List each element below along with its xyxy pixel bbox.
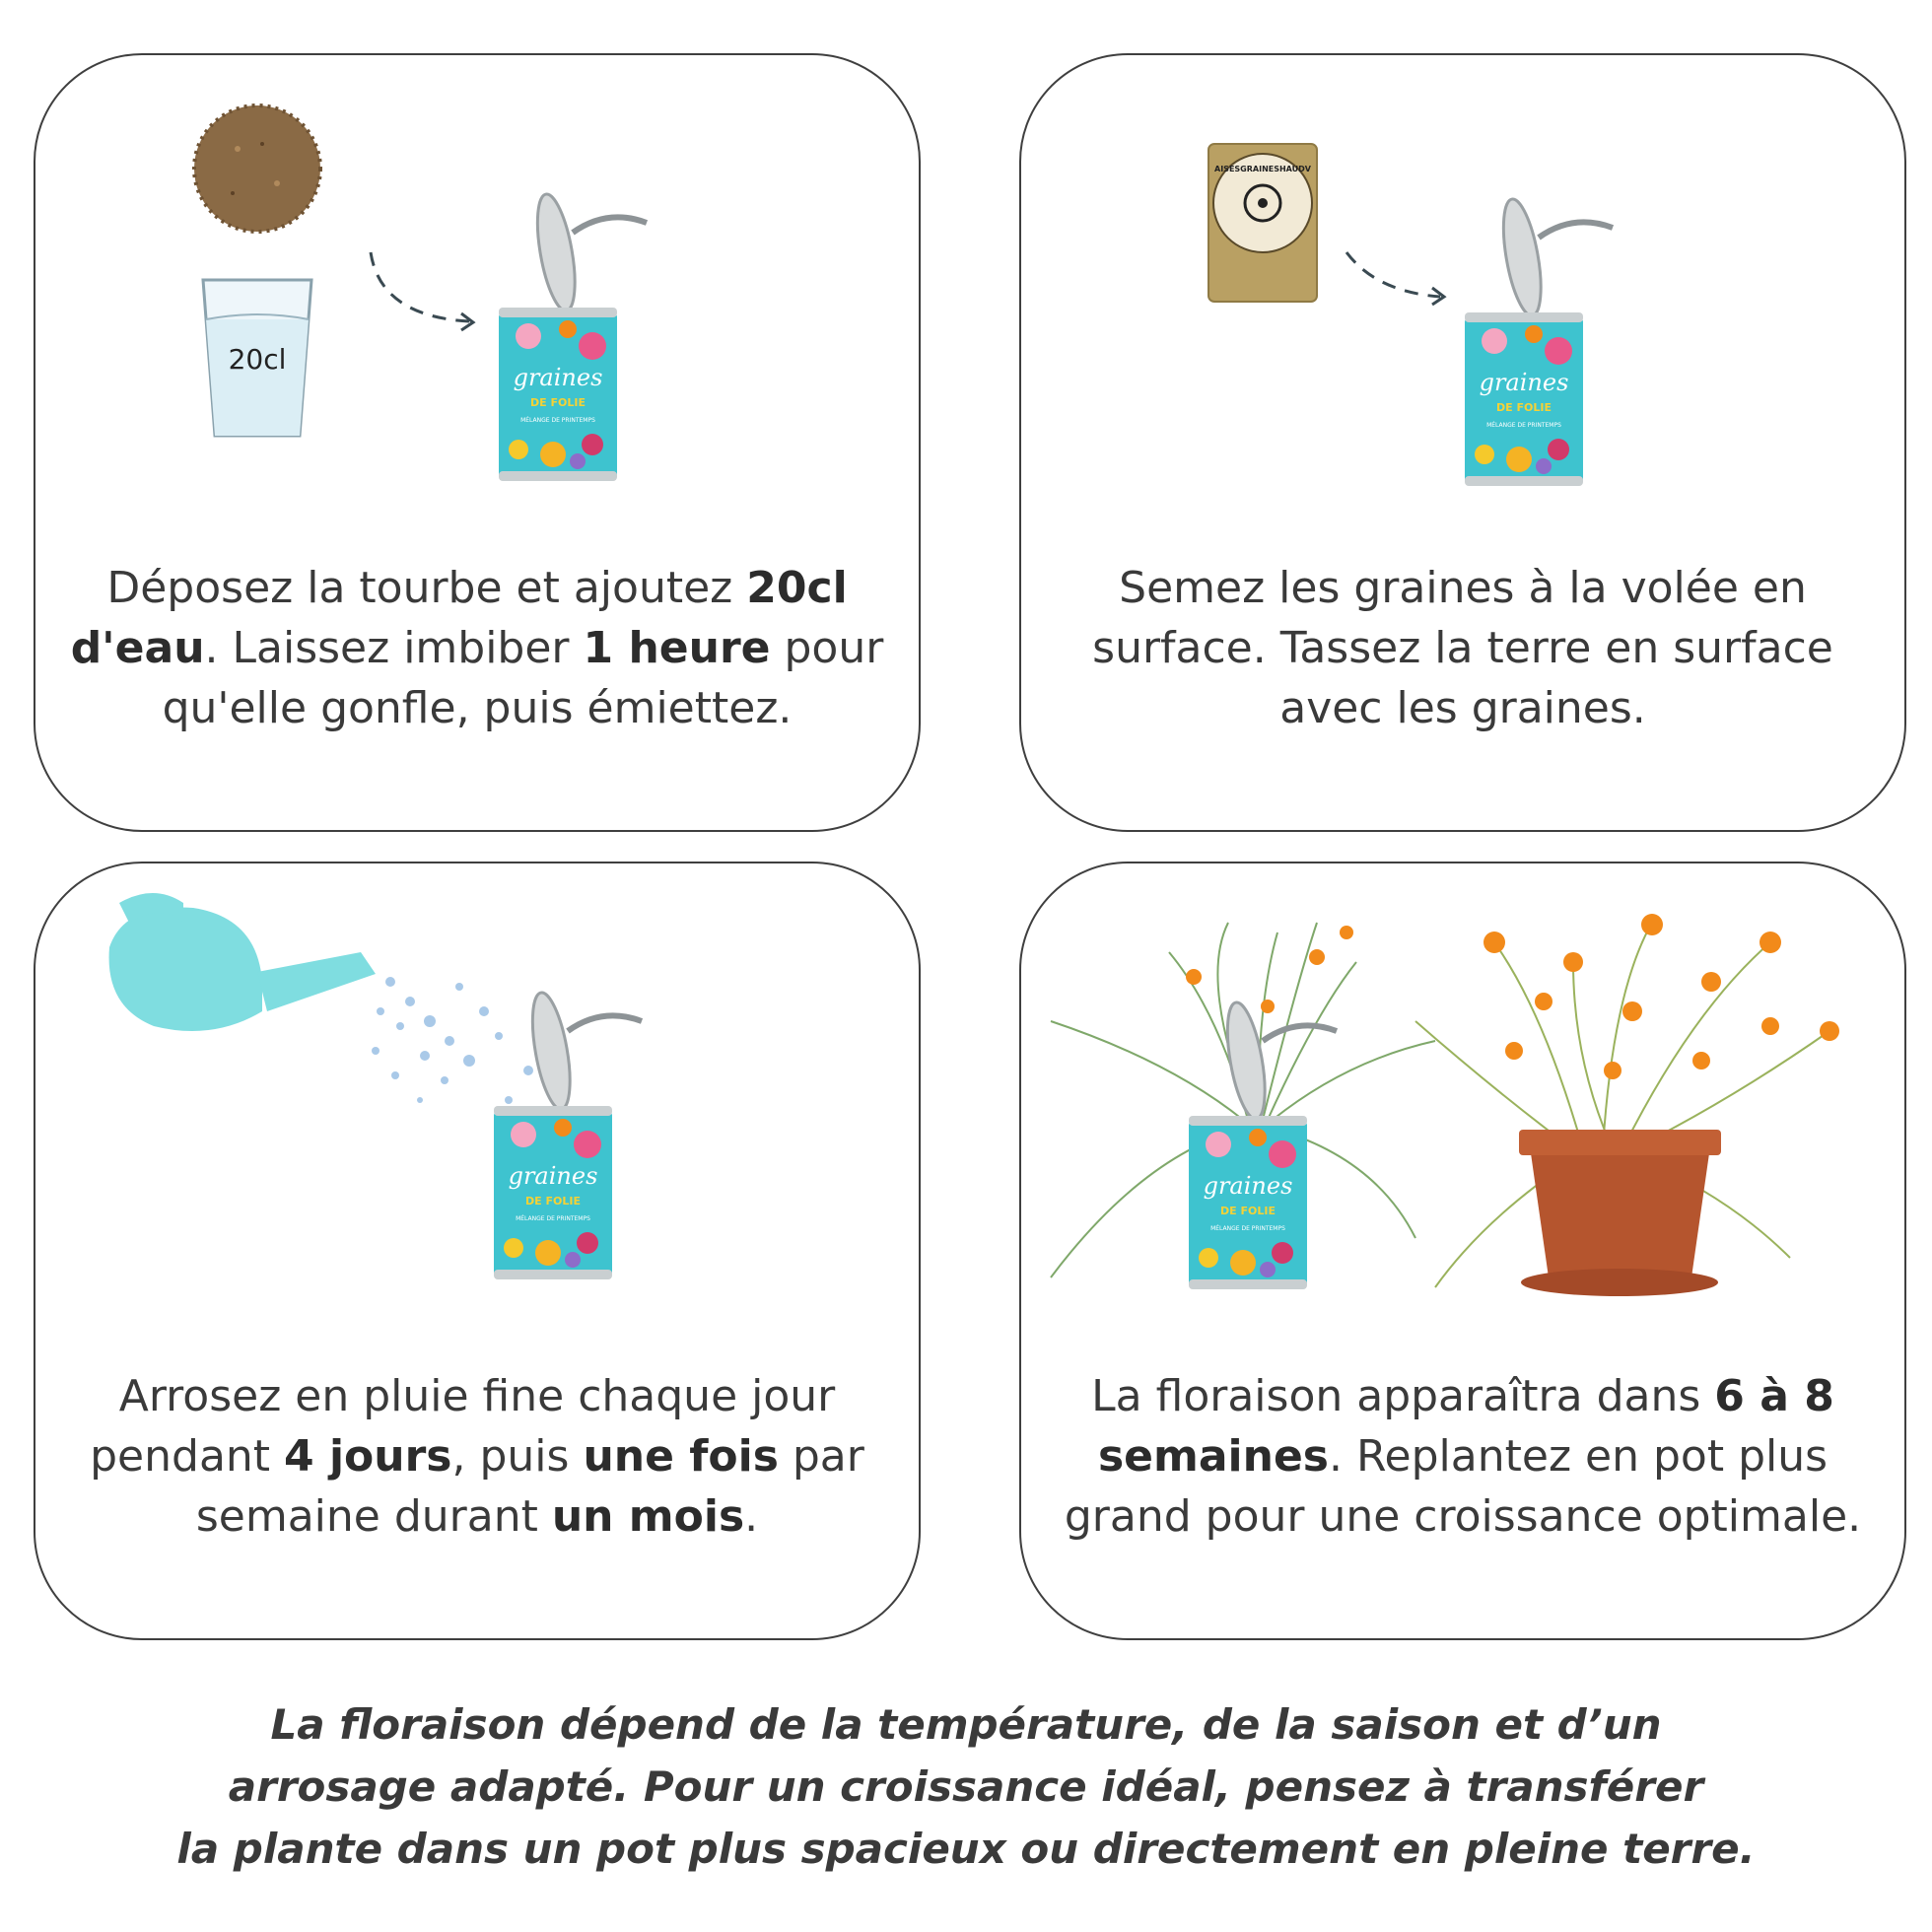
- step-3-caption: Arrosez en pluie fine chaque jour pendant 4 jours, puis une fois par semaine durant un mois.: [90, 1371, 864, 1542]
- seed-can-icon: [1465, 196, 1613, 486]
- step-4-caption: La floraison apparaîtra dans 6 à 8 semaines. Replantez en pot plus grand pour une croissance optimale.: [1064, 1371, 1862, 1542]
- watering-can-icon: [109, 893, 376, 1031]
- terracotta-pot-icon: [1519, 1130, 1721, 1296]
- step-2-caption: Semez les graines à la volée en surface. Tassez la terre en surface avec les graines.: [1092, 563, 1833, 733]
- step-1-caption: Déposez la tourbe et ajoutez 20cl d'eau. Laissez imbiber 1 heure pour qu'elle gonfle, puis émiettez.: [70, 563, 884, 733]
- step-1-illustration: [35, 55, 923, 568]
- footer-line-1: La floraison dépend de la température, de la saison et d’un: [270, 1700, 1662, 1749]
- footer-line-2: arrosage adapté. Pour un croissance idéal, pensez à transférer: [228, 1762, 1704, 1811]
- peat-disc-icon: [194, 105, 320, 232]
- step-4-illustration: [1021, 863, 1908, 1376]
- arrow-icon: [371, 252, 469, 321]
- seed-can-icon: [1189, 1000, 1337, 1289]
- svg-text:20cl: 20cl: [228, 343, 287, 376]
- step-card-4: [1019, 862, 1906, 1640]
- step-card-2: [1019, 53, 1906, 832]
- seed-can-icon: [499, 191, 647, 481]
- water-glass-icon: [203, 280, 311, 436]
- footer-line-3: la plante dans un pot plus spacieux ou directement en pleine terre.: [176, 1825, 1756, 1873]
- arrow-icon: [1346, 252, 1440, 297]
- seed-can-icon: [494, 990, 642, 1279]
- step-card-3: [34, 862, 921, 1640]
- step-card-1: [34, 53, 921, 832]
- water-droplets-icon: [372, 977, 552, 1114]
- svg-text:AISESGRAINESHAUDV: AISESGRAINESHAUDV: [1214, 165, 1311, 173]
- seed-packet-icon: [1208, 144, 1317, 302]
- footer-note: [59, 1693, 1873, 1880]
- step-3-illustration: [35, 863, 923, 1376]
- step-2-illustration: [1021, 55, 1908, 568]
